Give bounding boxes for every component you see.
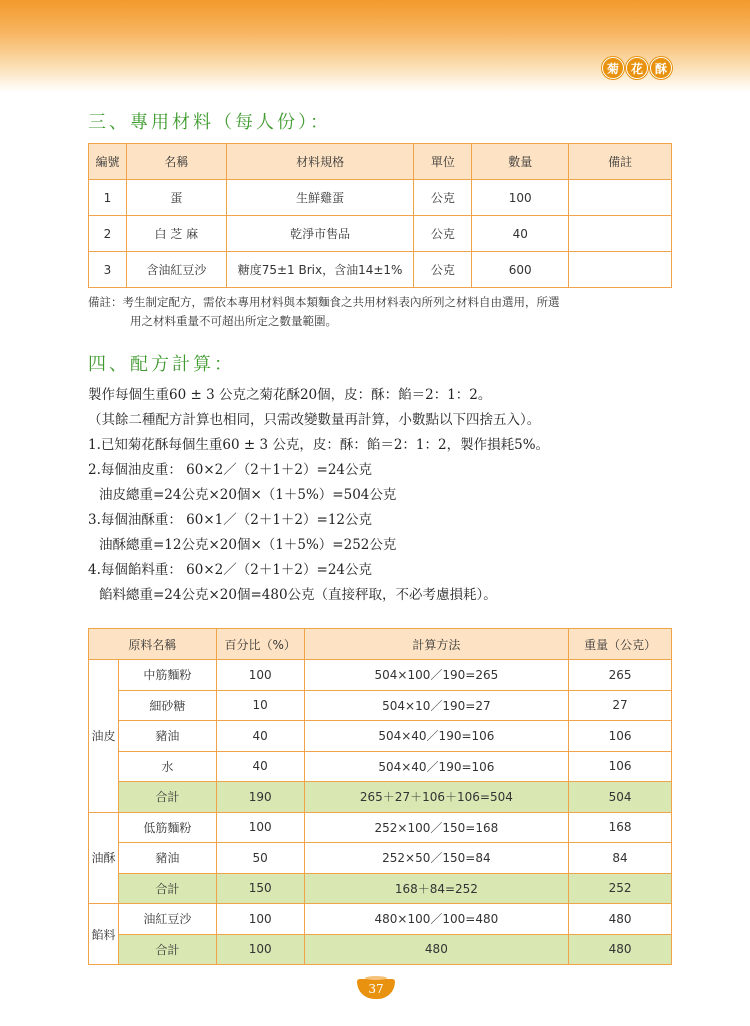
subtotal-row xyxy=(89,934,672,965)
table-row xyxy=(89,252,672,288)
col-header: 備註 xyxy=(569,144,672,180)
table-row xyxy=(89,660,672,691)
section4-title: 四、配方計算： xyxy=(88,354,235,375)
cell: 480 xyxy=(569,904,672,935)
cell: 504×100／190=265 xyxy=(304,660,569,691)
table-row xyxy=(89,690,672,721)
cell: 106 xyxy=(569,751,672,782)
cell: 豬油 xyxy=(118,721,216,752)
cell: 合計 xyxy=(118,782,216,813)
group-label: 油皮 xyxy=(89,660,119,813)
cell: 100 xyxy=(472,180,569,216)
cell: 600 xyxy=(472,252,569,288)
recipe-table xyxy=(88,628,672,965)
calc-line: 油酥總重=12公克×20個×（1＋5%）=252公克 xyxy=(99,537,397,553)
cell: 合計 xyxy=(118,873,216,904)
cell: 低筋麵粉 xyxy=(118,812,216,843)
cell: 100 xyxy=(216,660,304,691)
cell: 公克 xyxy=(414,180,472,216)
cell: 40 xyxy=(472,216,569,252)
brand-title xyxy=(602,57,672,79)
cell: 40 xyxy=(216,721,304,752)
cell: 100 xyxy=(216,812,304,843)
cell xyxy=(569,216,672,252)
cell: 2 xyxy=(89,216,127,252)
cell: 公克 xyxy=(414,216,472,252)
cell: 水 xyxy=(118,751,216,782)
cell: 合計 xyxy=(118,934,216,965)
note-line: 用之材料重量不可超出所定之數量範圍。 xyxy=(130,314,337,328)
cell: 265 xyxy=(569,660,672,691)
col-header: 重量（公克） xyxy=(569,629,672,660)
cell: 480 xyxy=(569,934,672,965)
cell: 油紅豆沙 xyxy=(118,904,216,935)
cell: 豬油 xyxy=(118,843,216,874)
calc-line: 製作每個生重60 ± 3 公克之菊花酥20個，皮：酥：餡＝2：1：2。 xyxy=(88,387,492,403)
table-row xyxy=(89,904,672,935)
cell: 生鮮雞蛋 xyxy=(226,180,414,216)
cell: 糖度75±1 Brix，含油14±1% xyxy=(226,252,414,288)
materials-table xyxy=(88,143,672,288)
page-number: 37 xyxy=(357,979,395,999)
calc-line: 4.每個餡料重： 60×2／（2＋1＋2）=24公克 xyxy=(88,562,373,578)
table-row xyxy=(89,721,672,752)
calc-line: （其餘二種配方計算也相同，只需改變數量再計算，小數點以下四捨五入）。 xyxy=(88,412,541,428)
materials-note xyxy=(88,293,678,331)
table-row xyxy=(89,180,672,216)
formula-calculation xyxy=(88,383,688,608)
cell: 白 芝 麻 xyxy=(126,216,226,252)
col-header: 原料名稱 xyxy=(89,629,217,660)
cell: 40 xyxy=(216,751,304,782)
group-label: 油酥 xyxy=(89,812,119,904)
cell: 84 xyxy=(569,843,672,874)
cell: 504 xyxy=(569,782,672,813)
calc-line: 油皮總重=24公克×20個×（1＋5%）=504公克 xyxy=(99,487,397,503)
cell: 細砂糖 xyxy=(118,690,216,721)
col-header: 名稱 xyxy=(126,144,226,180)
cell: 190 xyxy=(216,782,304,813)
cell: 504×40／190=106 xyxy=(304,751,569,782)
group-label: 餡料 xyxy=(89,904,119,965)
cell: 100 xyxy=(216,904,304,935)
col-header: 百分比（%） xyxy=(216,629,304,660)
cell: 乾淨市售品 xyxy=(226,216,414,252)
cell: 27 xyxy=(569,690,672,721)
cell: 1 xyxy=(89,180,127,216)
cell: 168 xyxy=(569,812,672,843)
cell: 蛋 xyxy=(126,180,226,216)
cell: 480 xyxy=(304,934,569,965)
cell: 50 xyxy=(216,843,304,874)
table-header-row xyxy=(89,144,672,180)
cell: 504×40／190=106 xyxy=(304,721,569,752)
col-header: 材料規格 xyxy=(226,144,414,180)
cell: 中筋麵粉 xyxy=(118,660,216,691)
cell: 150 xyxy=(216,873,304,904)
cell: 252 xyxy=(569,873,672,904)
cell: 504×10／190=27 xyxy=(304,690,569,721)
col-header: 計算方法 xyxy=(304,629,569,660)
calc-line: 餡料總重=24公克×20個=480公克（直接秤取，不必考慮損耗）。 xyxy=(99,587,497,603)
cell: 168＋84=252 xyxy=(304,873,569,904)
calc-line: 1.已知菊花酥每個生重60 ± 3 公克，皮：酥：餡＝2：1：2，製作損耗5%。 xyxy=(88,437,550,453)
cell: 252×50／150=84 xyxy=(304,843,569,874)
table-row xyxy=(89,843,672,874)
calc-line: 2.每個油皮重： 60×2／（2＋1＋2）=24公克 xyxy=(88,462,373,478)
brand-char: 酥 xyxy=(650,57,672,79)
cell: 含油紅豆沙 xyxy=(126,252,226,288)
calc-line: 3.每個油酥重： 60×1／（2＋1＋2）=12公克 xyxy=(88,512,373,528)
cell: 100 xyxy=(216,934,304,965)
cell: 3 xyxy=(89,252,127,288)
cell: 10 xyxy=(216,690,304,721)
cell: 公克 xyxy=(414,252,472,288)
table-row xyxy=(89,812,672,843)
cell xyxy=(569,180,672,216)
col-header: 單位 xyxy=(414,144,472,180)
cell: 480×100／100=480 xyxy=(304,904,569,935)
section3-title: 三、專用材料（每人份）： xyxy=(88,112,331,133)
col-header: 編號 xyxy=(89,144,127,180)
cell xyxy=(569,252,672,288)
table-row xyxy=(89,216,672,252)
subtotal-row xyxy=(89,873,672,904)
note-line: 備註：考生制定配方，需依本專用材料與本類麵食之共用材料表內所列之材料自由選用，所選 xyxy=(88,295,560,309)
brand-char: 花 xyxy=(626,57,648,79)
col-header: 數量 xyxy=(472,144,569,180)
subtotal-row xyxy=(89,782,672,813)
cell: 106 xyxy=(569,721,672,752)
table-row xyxy=(89,751,672,782)
cell: 252×100／150=168 xyxy=(304,812,569,843)
brand-char: 菊 xyxy=(602,57,624,79)
table-header-row xyxy=(89,629,672,660)
cell: 265＋27＋106＋106=504 xyxy=(304,782,569,813)
